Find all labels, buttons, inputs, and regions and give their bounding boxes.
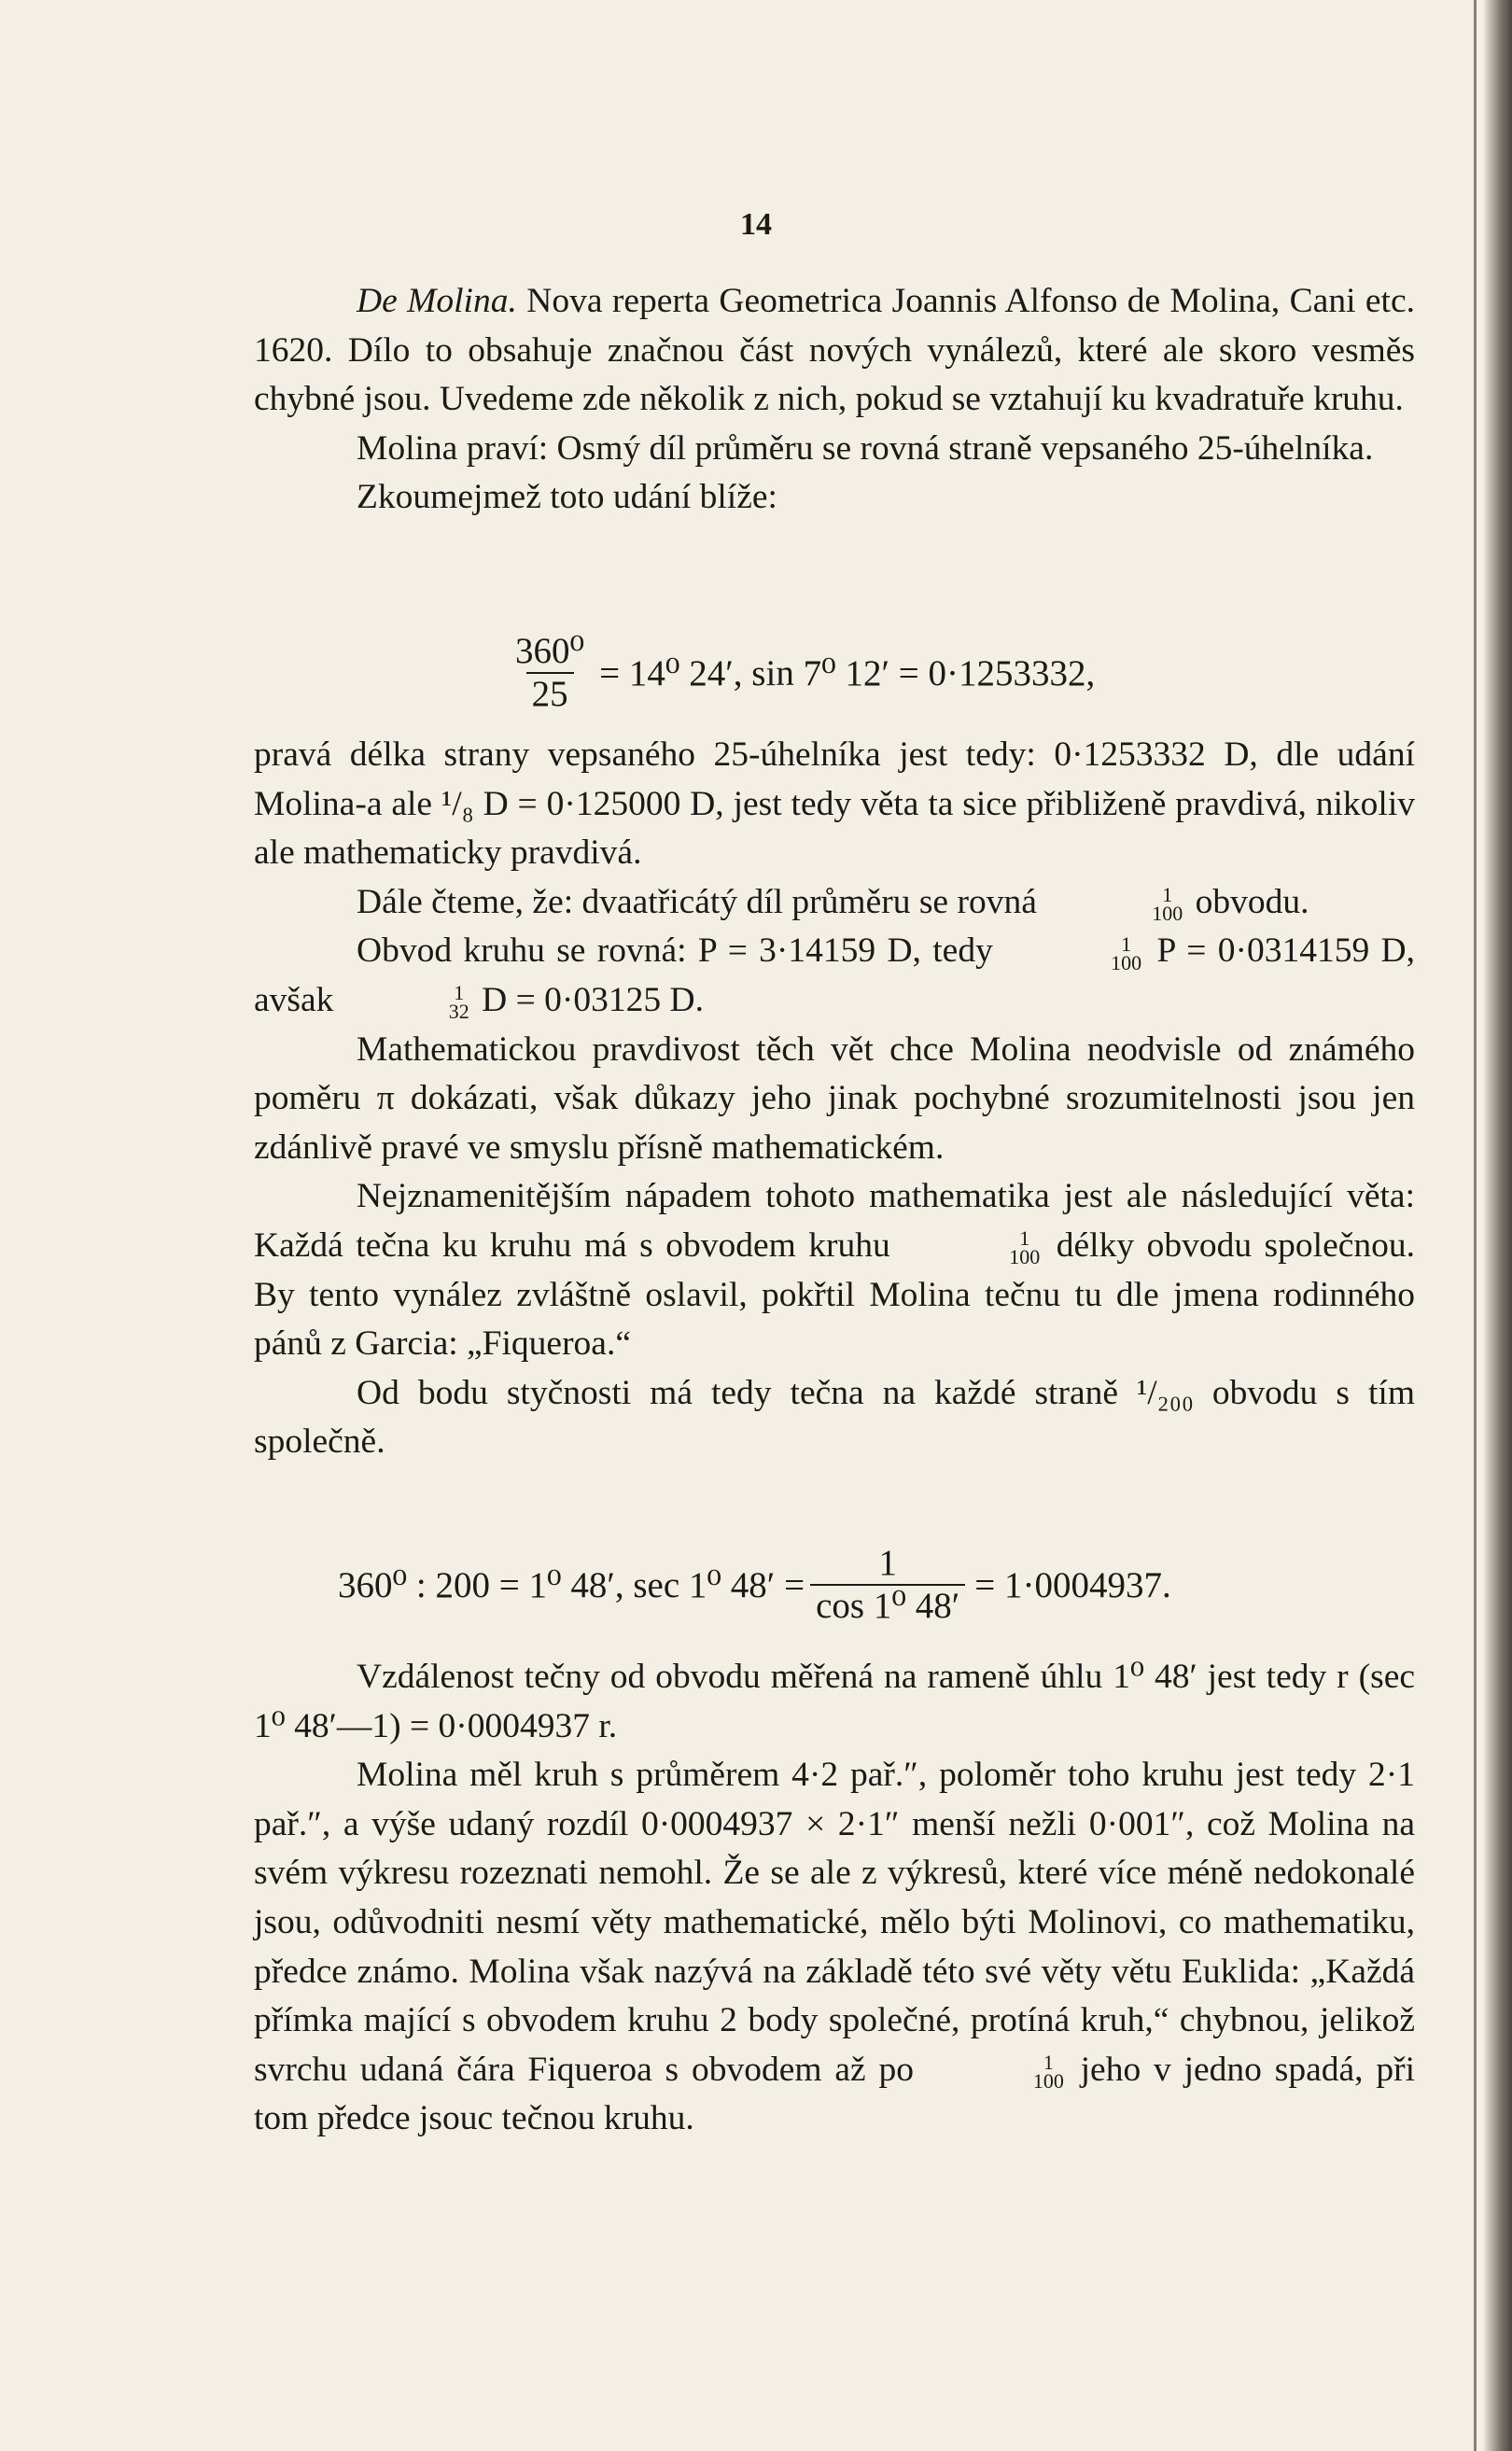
- fiqueroa-text-a: Nejznamenitějším nápadem tohoto mathematika jest ale následující věta: Každá tečna ku kruhu má s obvodem kruhu: [254, 1177, 1415, 1265]
- middle-block: [254, 731, 1415, 1467]
- molina-drawing-text-end: jeho v jedno spadá, při tom předce jsouc tečnou kruhu.: [254, 2050, 1415, 2138]
- page-edge-shadow: [1484, 0, 1512, 2451]
- equation-2-numerator: 1: [878, 1543, 897, 1583]
- final-block: [254, 1653, 1415, 2144]
- title-rest: Nova reperta Geometrica Joannis Alfonso de Molina, Cani etc. 1620. Dílo to obsahuje značnou část nových vynálezů, které ale skoro vesměs chybné jsou. Uvedeme zde několik z nich, pokud se vztahují ku kvadratuře kruhu.: [254, 282, 1415, 419]
- equation-2-lead: 360⁰ : 200 = 1⁰ 48′, sec 1⁰ 48′ =: [338, 1564, 805, 1605]
- fraction-1-100-d: [931, 2051, 1064, 2094]
- fraction-numerator: 1: [1162, 883, 1173, 907]
- paragraph-examine: Zkoumejmež toto udání blíže:: [357, 478, 777, 517]
- fraction-1-100-b: [1008, 931, 1142, 974]
- fraction-denominator: 100: [1152, 902, 1183, 926]
- tangent-point-text-a: Od bodu styčnosti má tedy tečna na každé straně: [357, 1373, 1138, 1412]
- fraction-numerator: 1: [1019, 1226, 1030, 1251]
- fraction-numerator: 1: [1121, 931, 1132, 956]
- fraction-denominator: 100: [1111, 950, 1142, 974]
- tangent-point-text-b: obvodu s tím společně.: [254, 1373, 1416, 1462]
- equation-1-numerator: 360⁰: [515, 631, 585, 671]
- equation-2-denominator: cos 1⁰ 48′: [810, 1584, 965, 1627]
- fraction-denominator: 100: [1032, 2069, 1064, 2094]
- fraction-1-100-c: [906, 1226, 1041, 1269]
- thirty-second-text-b: obvodu.: [1186, 882, 1309, 921]
- title-italic: De Molina.: [357, 282, 517, 320]
- paragraph-mathematical-truth: Mathematickou pravdivost těch vět chce Molina neodvisle od známého poměru π dokázati, však důkazy jeho jinak pochybné srozumitelnosti jsou jen zdánlivě pravé ve smyslu přísně mathematickém.: [254, 1029, 1415, 1167]
- equation-2-fraction: [810, 1543, 965, 1627]
- fraction-numerator: 1: [454, 981, 465, 1005]
- circumference-text-b: P = 0·0314159 D, avšak: [254, 931, 1415, 1019]
- paragraph-circumference: [254, 927, 1415, 1025]
- paragraph-tangent-distance: Vzdálenost tečny od obvodu měřená na rameně úhlu 1⁰ 48′ jest tedy r (sec 1⁰ 48′—1) = 0·0004937 r.: [254, 1658, 1415, 1745]
- fiqueroa-text-b: délky obvodu společnou. By tento vynález zvláštně oslavil, pokřtil Molina tečnu tu dle jmena rodinného pánů z Garcia: „Fiqueroa.“: [254, 1226, 1415, 1364]
- fraction-1-32: [346, 981, 469, 1024]
- circumference-text-c: D = 0·03125 D.: [472, 980, 704, 1019]
- fraction-denominator: 100: [1009, 1245, 1041, 1269]
- equation-2: [338, 1543, 1171, 1627]
- paragraph-fiqueroa: [254, 1172, 1415, 1368]
- fraction-one-eighth: ¹/₈: [441, 784, 474, 823]
- paragraph-tangent-point: [254, 1369, 1415, 1467]
- paragraph-side-length: [254, 731, 1415, 878]
- intro-block: [254, 277, 1415, 523]
- molina-drawing-text: Molina měl kruh s průměrem 4·2 pař.″, poloměr toho kruhu jest tedy 2·1 pař.″, a výše udaný rozdíl 0·0004937 × 2·1″ menší nežli 0·001″, což Molina na svém výkresu rozeznati nemohl. Že se ale z výkresů, které více méně nedokonalé jsou, odůvodniti nesmí věty mathematické, mělo býti Molinovi, co mathematiku, předce známo. Molina však nazývá na základě této své věty větu Euklida: „Každá přímka mající s obvodem kruhu 2 body společné, protíná kruh,“ chybnou, jelikož svrchu udaná čára Fiqueroa s obvodem až po: [254, 1756, 1415, 2089]
- page-number: 14: [740, 207, 772, 242]
- equation-1-fraction: [510, 631, 590, 715]
- side-length-text-a: pravá délka strany vepsaného 25-úhelníka jest tedy: 0·1253332 D, dle udání Molina-a ale: [254, 735, 1415, 823]
- paragraph-thirty-second: [254, 878, 1415, 928]
- fraction-numerator: 1: [1043, 2051, 1054, 2075]
- equation-1-denominator: 25: [526, 672, 574, 715]
- paragraph-title: [254, 277, 1415, 425]
- fraction-1-200: ¹/₂₀₀: [1137, 1373, 1194, 1412]
- page-edge-line: [1474, 0, 1477, 2451]
- fraction-denominator: 32: [448, 1000, 469, 1024]
- equation-1-rest: = 14⁰ 24′, sin 7⁰ 12′ = 0·1253332,: [599, 652, 1096, 693]
- paragraph-molina-claim: Molina praví: Osmý díl průměru se rovná straně vepsaného 25-úhelníka.: [357, 428, 1374, 468]
- circumference-text-a: Obvod kruhu se rovná: P = 3·14159 D, tedy: [357, 931, 1005, 971]
- fraction-1-100-a: [1049, 883, 1183, 926]
- equation-2-rest: = 1·0004937.: [974, 1564, 1171, 1605]
- paragraph-molina-drawing: [254, 1751, 1415, 2144]
- equation-1: [504, 631, 1095, 715]
- thirty-second-text-a: Dále čteme, že: dvaatřicátý díl průměru se rovná: [357, 882, 1046, 921]
- side-length-text-b: D = 0·125000 D, jest tedy věta ta sice přibliženě pravdivá, nikoliv ale mathematicky pravdivá.: [254, 784, 1416, 873]
